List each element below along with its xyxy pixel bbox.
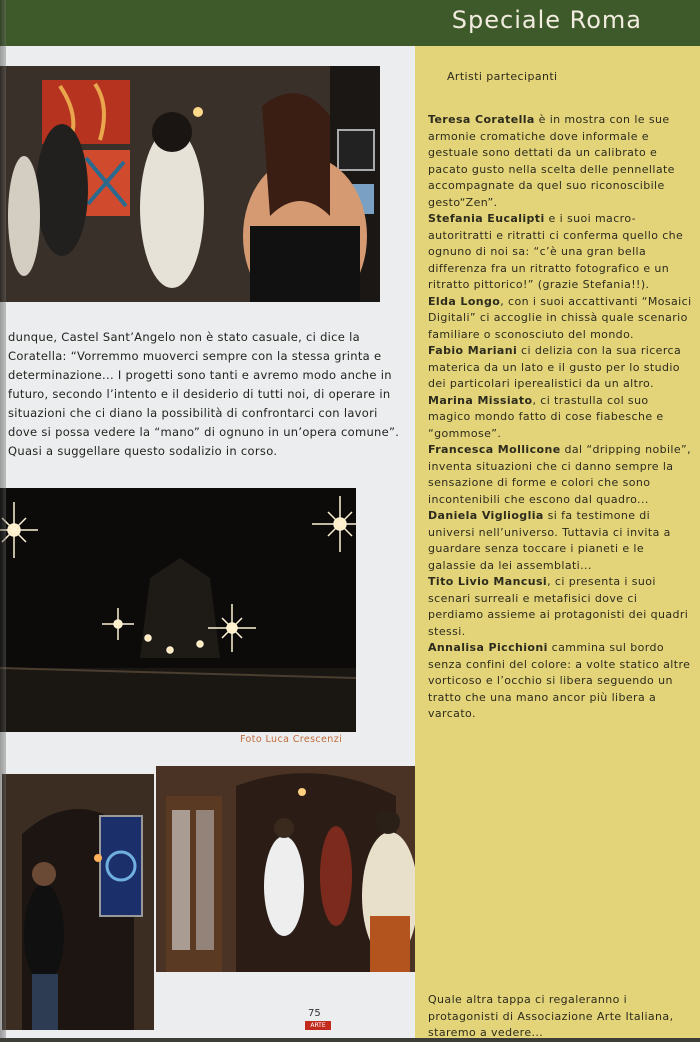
photo-corridor-visitors-image: [156, 766, 418, 972]
article-paragraph: dunque, Castel Sant’Angelo non è stato casuale, ci dice la Coratella: “Vorremmo muoverci sempre con la stessa grinta e determinazione... I progetti sono tanti e avremo modo anche in futuro, secondo l’intento e il desiderio di tutti noi, di operare in situazioni che ci diano la possibilità di confrontarci con lavori dove si possa vedere la “mano” di ognuno in un’opera comune”. Quasi a suggellare questo sodalizio in corso.: [8, 329, 400, 458]
photo-gallery-visitors: [0, 66, 380, 302]
artist-name: Tito Livio Mancusi: [428, 575, 548, 588]
artist-description: , ci presenta i suoi scenari surreali e metafisici dove ci perdiamo assieme ai protagonisti dei quadri stessi.: [428, 575, 689, 638]
artist-entry: [428, 211, 694, 294]
artist-entry: [428, 294, 694, 344]
artist-description: e i suoi macro-autoritratti e ritratti ci conferma quello che ognuno di noi sa: “c’è una gran bella differenza fra un ritratto fotografico e un ritratto pittorico!” (grazie Stefania!!).: [428, 212, 684, 291]
photo-corridor-painting-image: [2, 774, 154, 1030]
photo-corridor-painting: [2, 774, 154, 1030]
sidebar-heading: Artisti partecipanti: [447, 70, 558, 83]
artist-entry: [428, 112, 694, 211]
artist-description: , con i suoi accattivanti “Mosaici Digitali” ci accoglie in chissà quale scenario familiare o sconosciuto del mondo.: [428, 294, 692, 341]
photo-corridor-visitors: [156, 766, 418, 972]
artist-description: , ci trastulla col suo magico mondo fatto di cose fiabesche e “gommose”.: [428, 393, 664, 440]
section-title: Speciale Roma: [451, 6, 642, 34]
artist-description: ci delizia con la sua ricerca materica da un lato e il gusto per lo studio dei particolari iperealistici da un altro.: [428, 344, 682, 390]
artist-name: Annalisa Picchioni: [428, 641, 548, 654]
artist-entry: [428, 343, 694, 393]
artist-entry: [428, 640, 694, 723]
artist-entry: [428, 508, 694, 574]
page-number: 75: [308, 1008, 321, 1019]
photo-night-bridge-image: [0, 488, 356, 732]
artist-entry: [428, 393, 694, 443]
photo-caption: Foto Luca Crescenzi: [240, 734, 343, 745]
photo-gallery-visitors-image: [0, 66, 380, 302]
page-spine-shadow: [0, 0, 6, 1038]
artist-name: Teresa Coratella: [428, 113, 535, 126]
closing-paragraph: Quale altra tappa ci regaleranno i protagonisti di Associazione Arte Italiana, staremo a vedere...: [428, 993, 674, 1039]
artists-list: [428, 112, 694, 723]
artist-name: Fabio Mariani: [428, 344, 518, 357]
artist-entry: [428, 574, 694, 640]
artist-name: Elda Longo: [428, 294, 501, 308]
artist-description: cammina sul bordo senza confini del colore: a volte statico altre vorticoso e l’occhio si libera seguendo un tratto che una mano ancor più libera a varcato.: [428, 641, 691, 720]
artist-description: si fa testimone di universi nell’universo. Tuttavia ci invita a guardare senza toccare i pianeti e le galassie da lei assemblati...: [428, 509, 671, 572]
artist-name: Daniela Viglioglia: [428, 509, 544, 522]
photo-night-bridge: [0, 488, 356, 732]
artist-entry: [428, 442, 694, 508]
artist-description: dal “dripping nobile”, inventa situazioni che ci danno sempre la sensazione di forme e colori che sono incontenibili che escono dal quadro...: [428, 443, 692, 506]
artist-name: Francesca Mollicone: [428, 443, 561, 456]
section-header: [0, 0, 700, 46]
artist-name: Stefania Eucalipti: [428, 212, 545, 225]
artist-description: è in mostra con le sue armonie cromatiche dove informale e gestuale sono dettati da un calibrato e pacato gusto nella scelta delle pennellate accompagnate da quel suo riconoscibile gesto“Zen”.: [428, 113, 675, 209]
artist-name: Marina Missiato: [428, 393, 533, 407]
magazine-logo: ARTE: [305, 1021, 331, 1030]
